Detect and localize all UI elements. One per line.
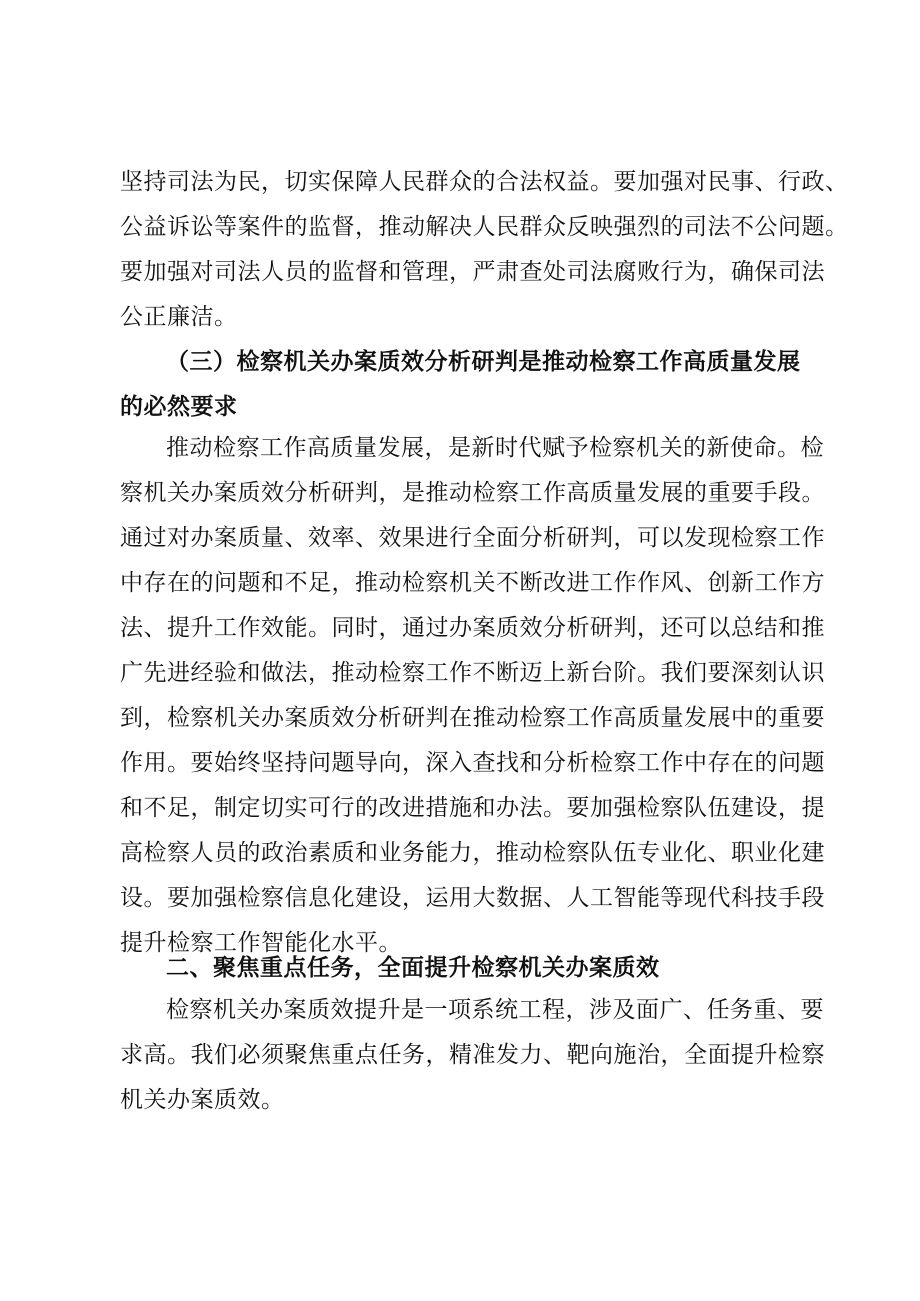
text-line: 机关办案质效。 <box>120 1087 285 1113</box>
text-line: 和不足，制定切实可行的改进措施和办法。要加强检察队伍建设，提 <box>120 795 825 821</box>
text-line: 求高。我们必须聚焦重点任务，精准发力、靶向施治，全面提升检察 <box>120 1042 825 1068</box>
body-paragraph-3 <box>120 988 825 1123</box>
text-line: 作用。要始终坚持问题导向，深入查找和分析检察工作中存在的问题 <box>120 750 825 776</box>
body-paragraph-2 <box>120 426 825 966</box>
text-line: 要加强对司法人员的监督和管理，严肃查处司法腐败行为，确保司法 <box>120 259 825 285</box>
body-paragraph-1 <box>120 160 849 340</box>
text-line: 检察机关办案质效提升是一项系统工程，涉及面广、任务重、要 <box>166 997 824 1023</box>
text-line: 到，检察机关办案质效分析研判在推动检察工作高质量发展中的重要 <box>120 705 825 731</box>
text-line: 法、提升工作效能。同时，通过办案质效分析研判，还可以总结和推 <box>120 615 825 641</box>
heading-line: （三）检察机关办案质效分析研判是推动检察工作高质量发展 <box>166 349 801 375</box>
text-line: 设。要加强检察信息化建设，运用大数据、人工智能等现代科技手段 <box>120 885 825 911</box>
text-line: 察机关办案质效分析研判，是推动检察工作高质量发展的重要手段。 <box>120 480 825 506</box>
text-line: 中存在的问题和不足，推动检察机关不断改进工作作风、创新工作方 <box>120 570 825 596</box>
text-line: 提升检察工作智能化水平。 <box>120 930 402 956</box>
text-line: 广先进经验和做法，推动检察工作不断迈上新台阶。我们要深刻认识 <box>120 660 825 686</box>
text-line: 公益诉讼等案件的监督，推动解决人民群众反映强烈的司法不公问题。 <box>120 214 849 240</box>
text-line: 通过对办案质量、效率、效果进行全面分析研判，可以发现检察工作 <box>120 525 825 551</box>
text-line: 公正廉洁。 <box>120 304 238 330</box>
text-line: 坚持司法为民，切实保障人民群众的合法权益。要加强对民事、行政、 <box>120 169 849 195</box>
text-line: 高检察人员的政治素质和业务能力，推动检察队伍专业化、职业化建 <box>120 840 825 866</box>
heading-line: 的必然要求 <box>120 394 238 420</box>
text-line: 推动检察工作高质量发展，是新时代赋予检察机关的新使命。检 <box>166 435 824 461</box>
section-heading-3 <box>120 340 820 430</box>
section-heading-2 <box>120 946 820 991</box>
heading-line: 二、聚焦重点任务，全面提升检察机关办案质效 <box>166 955 660 981</box>
